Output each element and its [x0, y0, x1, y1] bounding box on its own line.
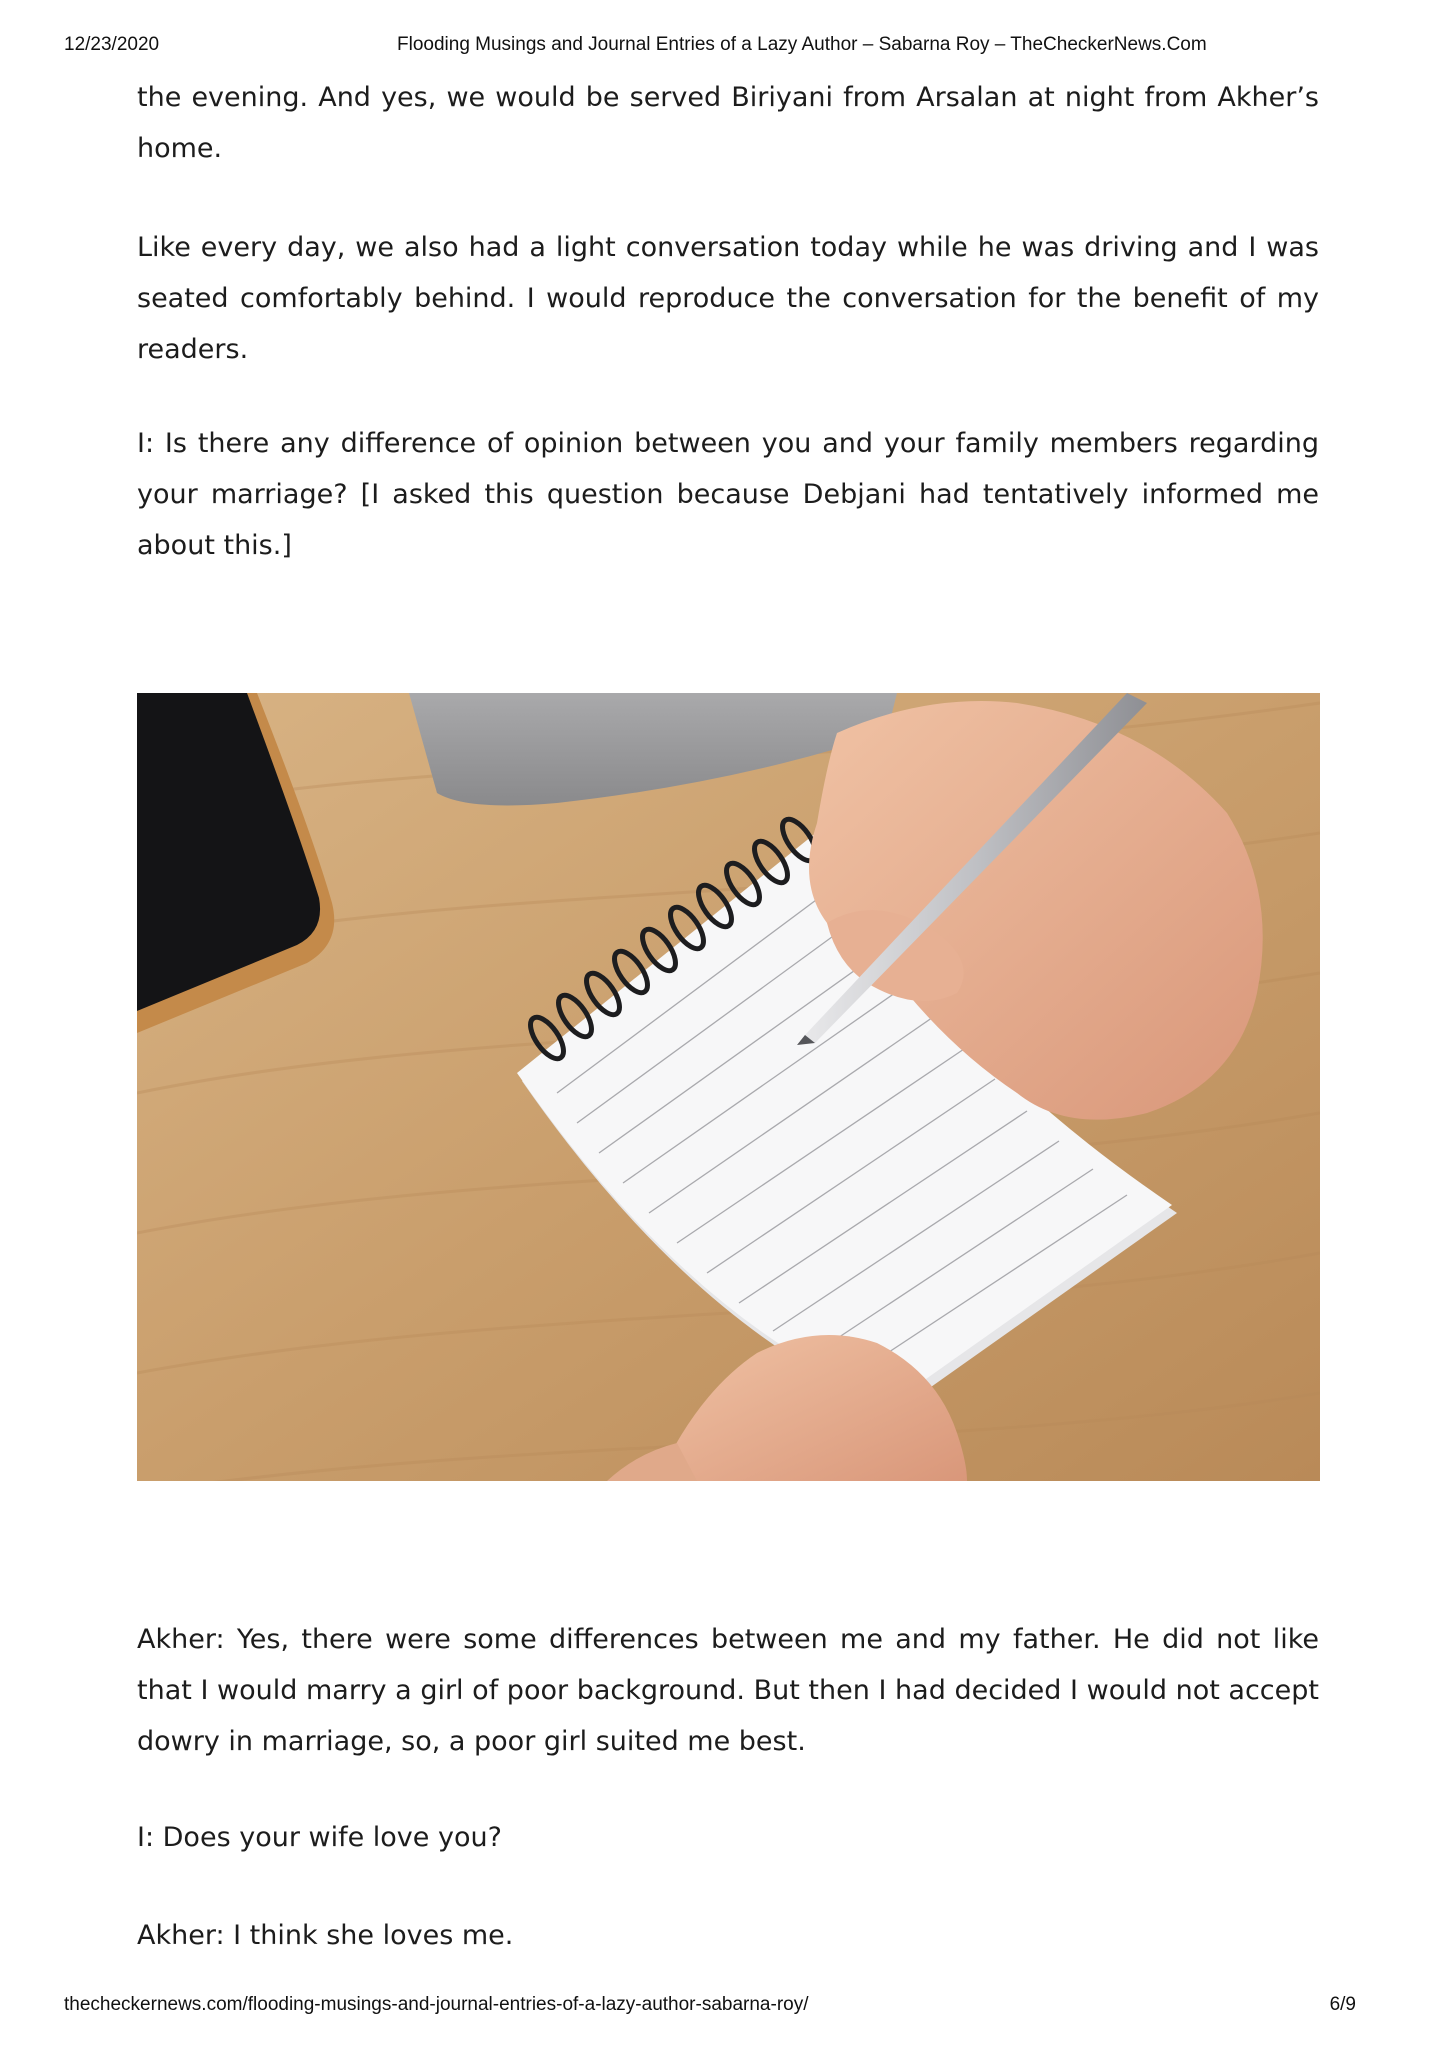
article-paragraph-3: [137, 418, 1319, 571]
article-paragraph-4: [137, 1614, 1319, 1767]
article-paragraph-6: [137, 1910, 1319, 1961]
print-header: [64, 34, 1384, 60]
print-url: thecheckernews.com/flooding-musings-and-journal-entries-of-a-lazy-author-sabarna-roy/: [64, 1994, 809, 2015]
paragraph-text: I: Does your wife love you?: [137, 1822, 502, 1853]
paragraph-text: the evening. And yes, we would be served Biriyani from Arsalan at night from Akher’s home.: [137, 82, 1319, 164]
article-paragraph-5: [137, 1812, 1319, 1863]
print-footer: [64, 1994, 1384, 2020]
print-title: Flooding Musings and Journal Entries of a Lazy Author – Sabarna Roy – TheCheckerNews.Com: [397, 34, 1207, 55]
paragraph-text: Akher: Yes, there were some differences between me and my father. He did not like that I would marry a girl of poor background. But then I had decided I would not accept dowry in marriage, so, a poor girl suited me best.: [137, 1624, 1319, 1757]
paragraph-text: I: Is there any difference of opinion between you and your family members regarding your marriage? [I asked this question because Debjani had tentatively informed me about this.]: [137, 428, 1319, 561]
print-date: 12/23/2020: [64, 34, 160, 55]
print-page-number: 6/9: [1329, 1994, 1356, 2015]
article-paragraph-2: [137, 222, 1319, 375]
article-paragraph-1: [137, 72, 1319, 174]
paragraph-text: Like every day, we also had a light conversation today while he was driving and I was seated comfortably behind. I would reproduce the conversation for the benefit of my readers.: [137, 232, 1319, 365]
notebook-writing-photo: [137, 693, 1320, 1481]
paragraph-text: Akher: I think she loves me.: [137, 1920, 514, 1951]
